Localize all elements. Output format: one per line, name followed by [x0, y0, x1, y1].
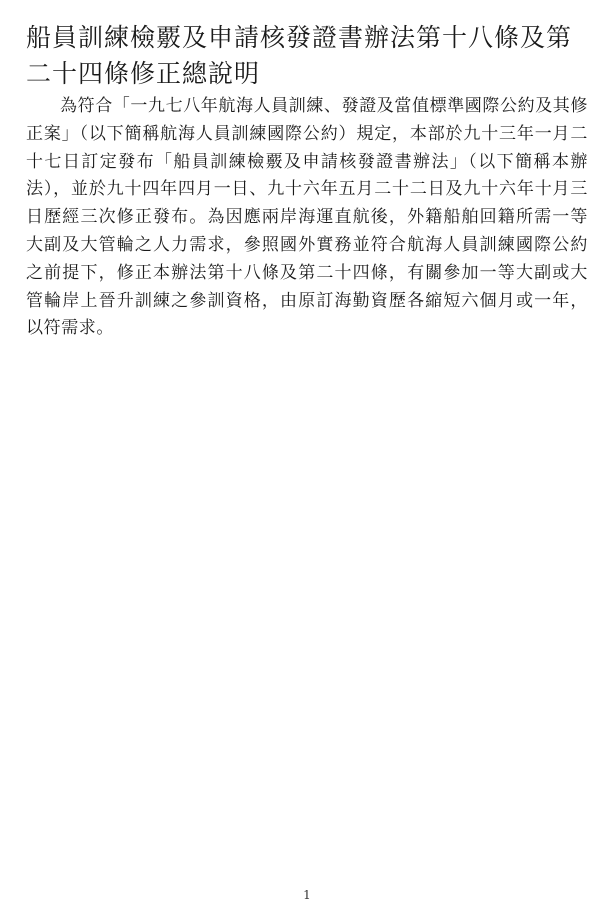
page-number: 1	[303, 888, 311, 902]
body-paragraph: 為符合「一九七八年航海人員訓練、發證及當值標準國際公約及其修正案」（以下簡稱航海人員訓練國際公約）規定，本部於九十三年一月二十七日訂定發布「船員訓練檢覈及申請核發證書辦法」（以下簡稱本辦法），並於九十四年四月一日、九十六年五月二十二日及九十六年十月三日歷經三次修正發布。為因應兩岸海運直航後，外籍船舶回籍所需一等大副及大管輪之人力需求，參照國外實務並符合航海人員訓練國際公約之前提下，修正本辦法第十八條及第二十四條，有關參加一等大副或大管輪岸上晉升訓練之參訓資格，由原訂海勤資歷各縮短六個月或一年，以符需求。	[26, 96, 588, 339]
document-title: 船員訓練檢覈及申請核發證書辦法第十八條及第二十四條修正總說明	[26, 23, 573, 88]
